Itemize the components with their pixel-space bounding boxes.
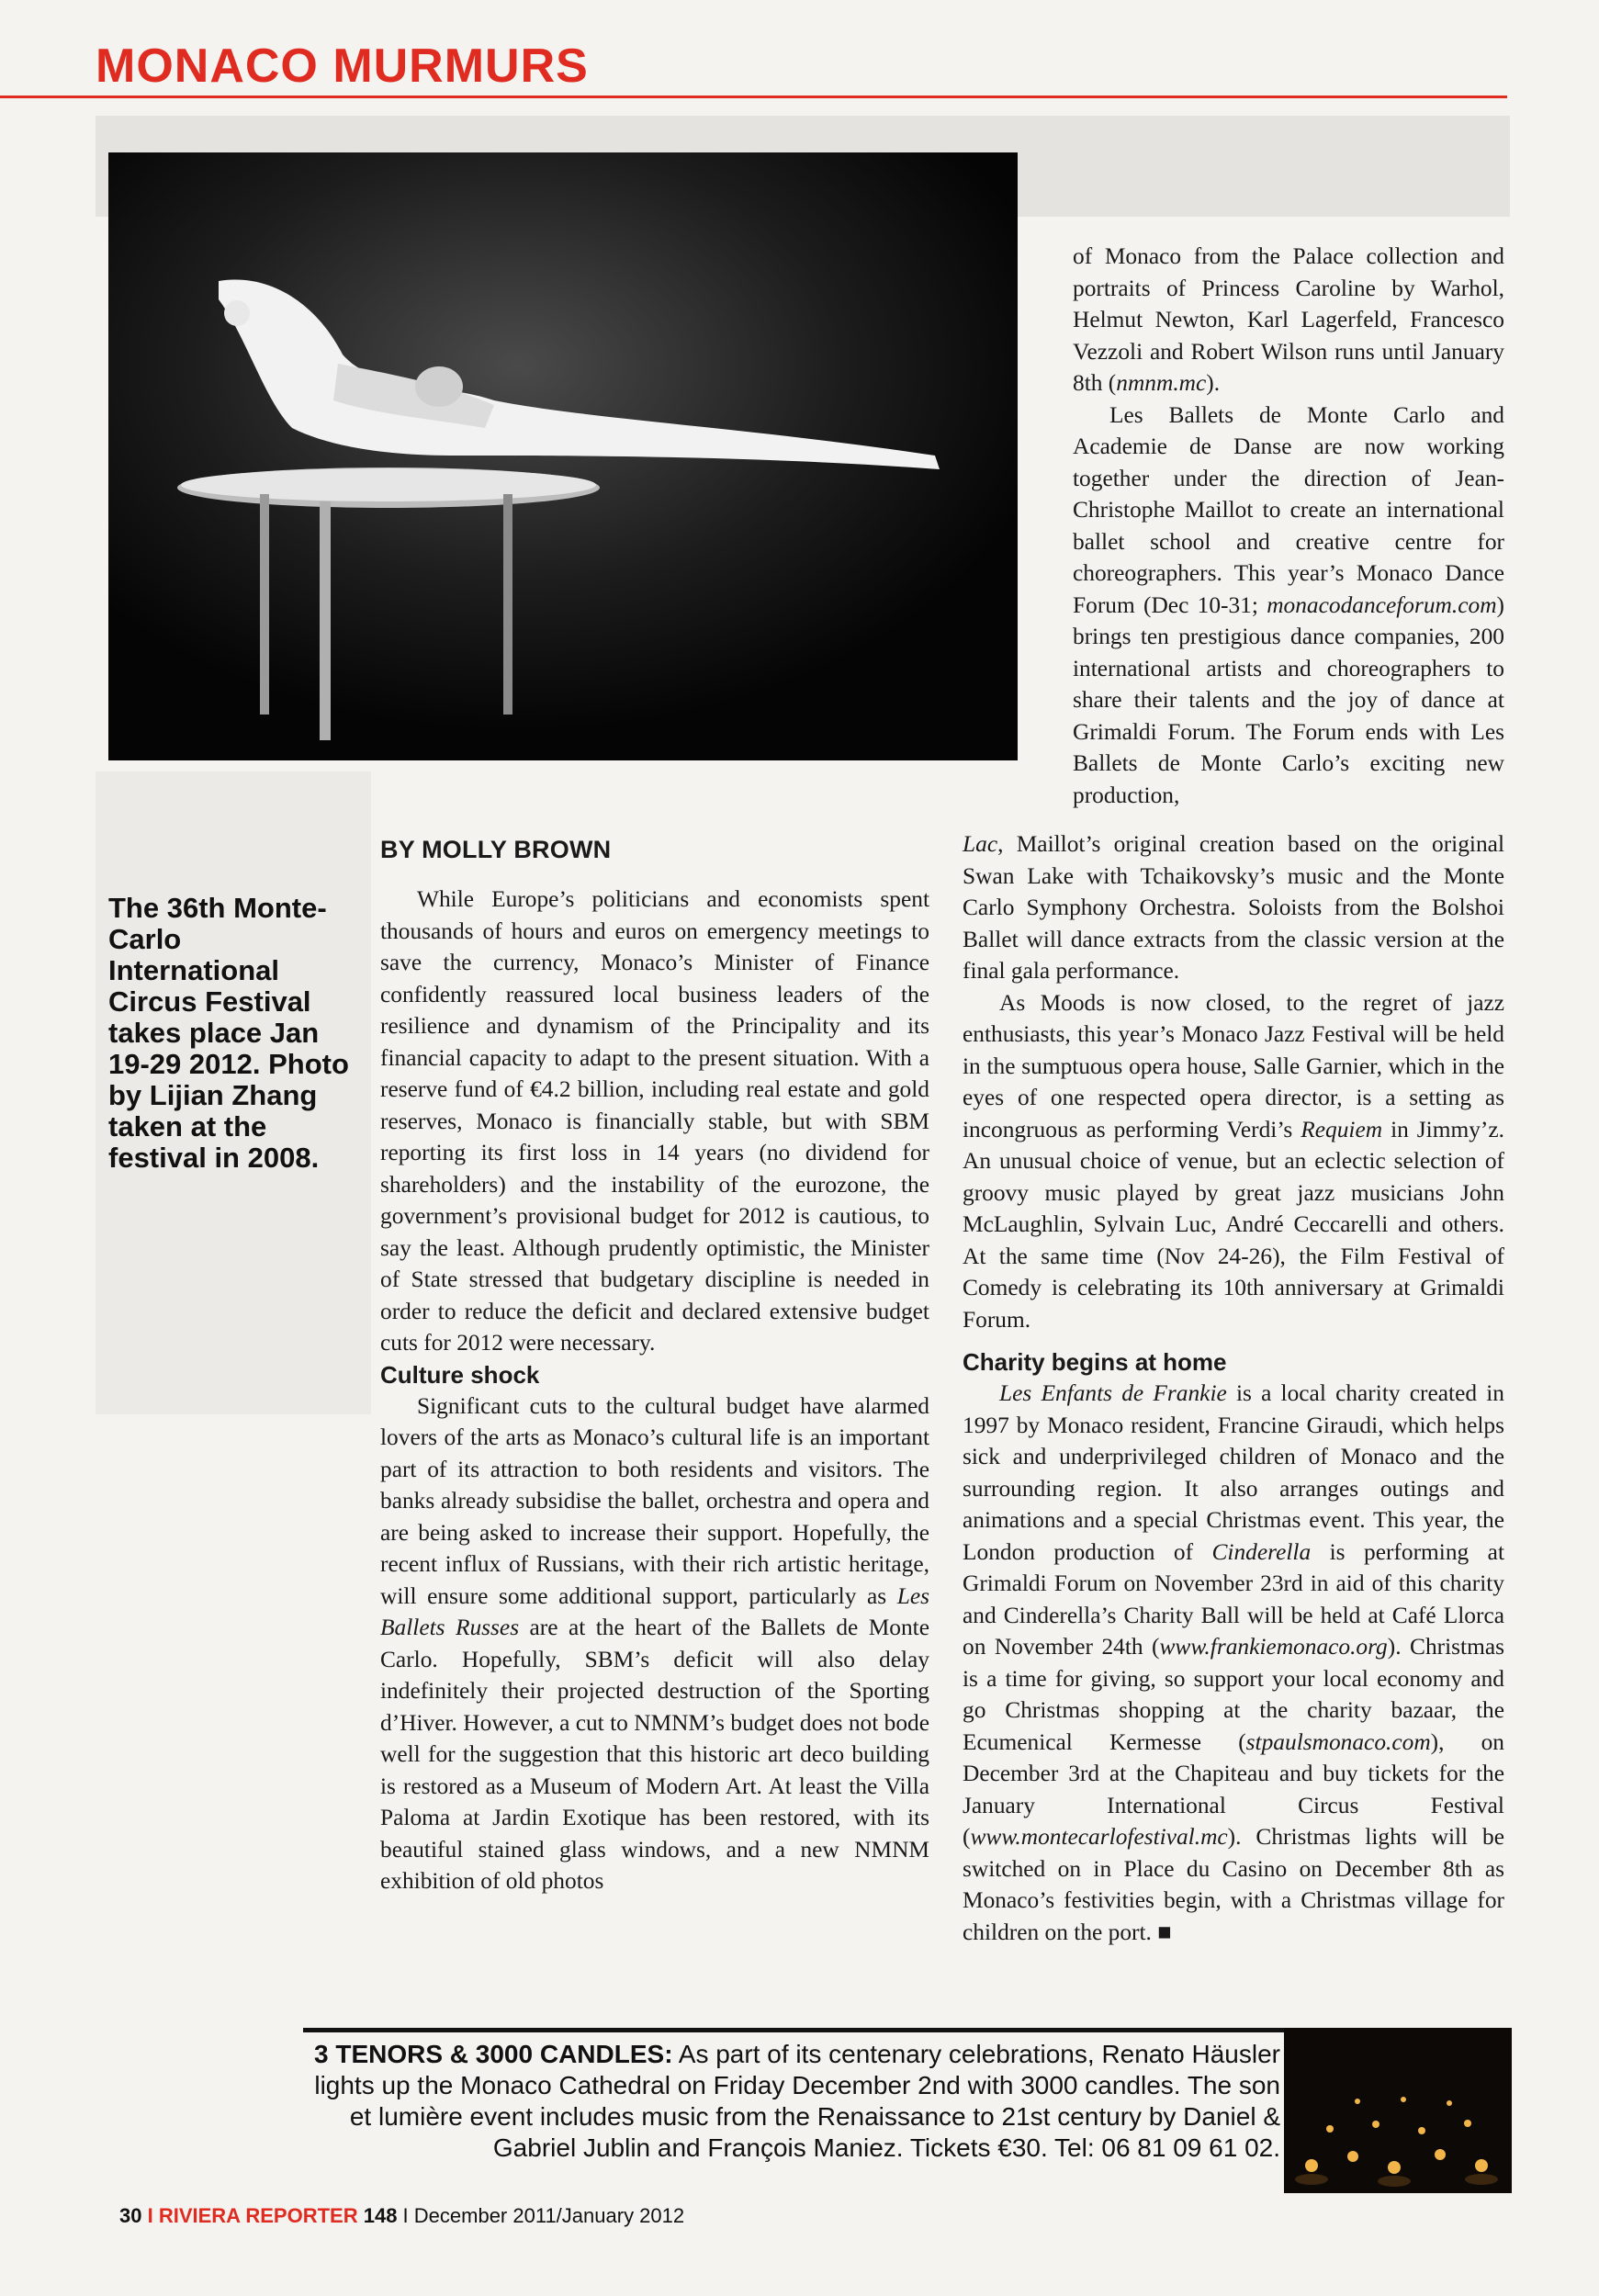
intro-paragraph: While Europe’s politicians and economists spent thousands of hours and euros on emergency meetings to save the currency, Monaco’s Minister of Finance confidently reassured local business leaders of the resilience and dynamism of the Principality and its financial capacity to adapt to the present situation. With a reserve fund of €4.2 billion, including real estate and gold reserves, Monaco is financially stable, but with SBM reporting its first loss in 14 years (no dividend for shareholders) and the instability of the eurozone, the government’s provisional budget for 2012 is cautious, to say the least. Although prudently optimistic, the Minister of State stressed that budgetary discipline is needed in order to reduce the deficit and declared extensive budget cuts for 2012 were necessary. — [380, 886, 929, 1356]
candles-photo — [1284, 2028, 1512, 2193]
subhead-culture-shock: Culture shock — [380, 1360, 540, 1389]
magazine-name: RIVIERA REPORTER — [158, 2204, 358, 2227]
article-column-1 — [380, 884, 929, 1897]
byline: BY MOLLY BROWN — [380, 836, 612, 863]
section-title: MONACO MURMURS — [96, 39, 589, 93]
page-footer: 30 I RIVIERA REPORTER 148 I December 2011/January 2012 — [119, 2204, 685, 2227]
charity-paragraph: Les Enfants de Frankie is a local charity created in 1997 by Monaco resident, Francine Giraudi, which helps sick and underprivileged children of Monaco and the surrounding region. It also arranges outings and animations and a special Christmas event. This year, the London production of Cinderella is performing at Grimaldi Forum on November 23rd in aid of this charity and Cinderella’s Charity Ball will be held at Café Llorca on November 24th (www.frankiemonaco.org). Christmas is a time for giving, so support your local economy and go Christmas shopping at the charity bazaar, the Ecumenical Kermesse (stpaulsmonaco.com), on December 3rd at the Chapiteau and buy tickets for the January International Circus Festival (www.montecarlofestival.mc). Christmas lights will be switched on in Place du Casino on December 8th as Monaco’s festivities begin, with a Christmas village for children on the port. ■ — [963, 1380, 1504, 1945]
exhibition-paragraph: of Monaco from the Palace collection and portraits of Princess Caroline by Warhol, Helmut Newton, Karl Lagerfeld, Francesco Vezzoli and Robert Wilson runs until January 8th (nmnm.mc). — [1073, 243, 1504, 396]
box-body: As part of its centenary celebrations, Renato Häusler lights up the Monaco Cathedral on Friday December 2nd with 3000 candles. The son et lumière event includes music from the Renaissance to 21st century by Daniel & Gabriel Jublin and François Maniez. Tickets €30. Tel: 06 81 09 61 02. — [314, 2040, 1280, 2162]
subhead-charity: Charity begins at home — [963, 1348, 1227, 1376]
issue-number: 148 — [357, 2204, 398, 2227]
article-column-2 — [1073, 241, 1504, 811]
tenors-box — [303, 2039, 1280, 2164]
jazz-paragraph: As Moods is now closed, to the regret of jazz enthusiasts, this year’s Monaco Jazz Festival will be held in the sumptuous opera house, Salle Garnier, which in the eyes of one respected opera director, is a setting as incongruous as performing Verdi’s Requiem in Jimmy’z. An unusual choice of venue, but an eclectic selection of groovy music played by great jazz musicians John McLaughlin, Sylvain Luc, André Ceccarelli and others. At the same time (Nov 24-26), the Film Festival of Comedy is celebrating its 10th anniversary at Grimaldi Forum. — [963, 989, 1505, 1333]
culture-paragraph: Significant cuts to the cultural budget have alarmed lovers of the arts as Monaco’s cultural life is an important part of its attraction to both residents and visitors. The banks already subsidise the ballet, orchestra and opera and are being asked to increase their support. Hopefully, the recent influx of Russians, with their rich artistic heritage, will ensure some additional support, particularly as Les Ballets Russes are at the heart of the Ballets de Monte Carlo. Hopefully, SBM’s deficit will also delay indefinitely their projected destruction of the Sporting d’Hiver. However, a cut to NMNM’s budget does not bode well for the suggestion that this historic art deco building is restored as a Museum of Modern Art. At least the Villa Paloma at Jardin Exotique has been restored, with its beautiful stained glass windows, and a new NMNM exhibition of old photos — [380, 1392, 930, 1894]
box-lead: 3 TENORS & 3000 CANDLES: — [313, 2040, 673, 2068]
end-mark: ■ — [1151, 1919, 1172, 1945]
issue-date: December 2011/January 2012 — [413, 2204, 685, 2227]
lac-paragraph: Lac, Maillot’s original creation based on the original Swan Lake with Tchaikovsky’s music and the Monte Carlo Symphony Orchestra. Soloists from the Bolshoi Ballet will dance extracts from the classic version at the final gala performance. — [963, 831, 1504, 984]
box-rule — [303, 2028, 1284, 2032]
circus-photo — [108, 152, 1018, 760]
header-rule — [0, 96, 1507, 98]
page-number: 30 — [119, 2204, 142, 2227]
photo-caption: The 36th Monte-Carlo International Circus Festival takes place Jan 19-29 2012. Photo by Lijian Zhang taken at the festival in 2008. — [108, 892, 349, 1174]
ballet-paragraph: Les Ballets de Monte Carlo and Academie de Danse are now working together under the direction of Jean-Christophe Maillot to create an international ballet school and creative centre for choreographers. This year’s Monaco Dance Forum (Dec 10-31; monacodanceforum.com) brings ten prestigious dance companies, 200 international artists and choreographers to share their talents and the joy of dance at Grimaldi Forum. The Forum ends with Les Ballets de Monte Carlo’s exciting new production, — [1073, 401, 1504, 808]
article-column-3 — [963, 828, 1504, 1948]
